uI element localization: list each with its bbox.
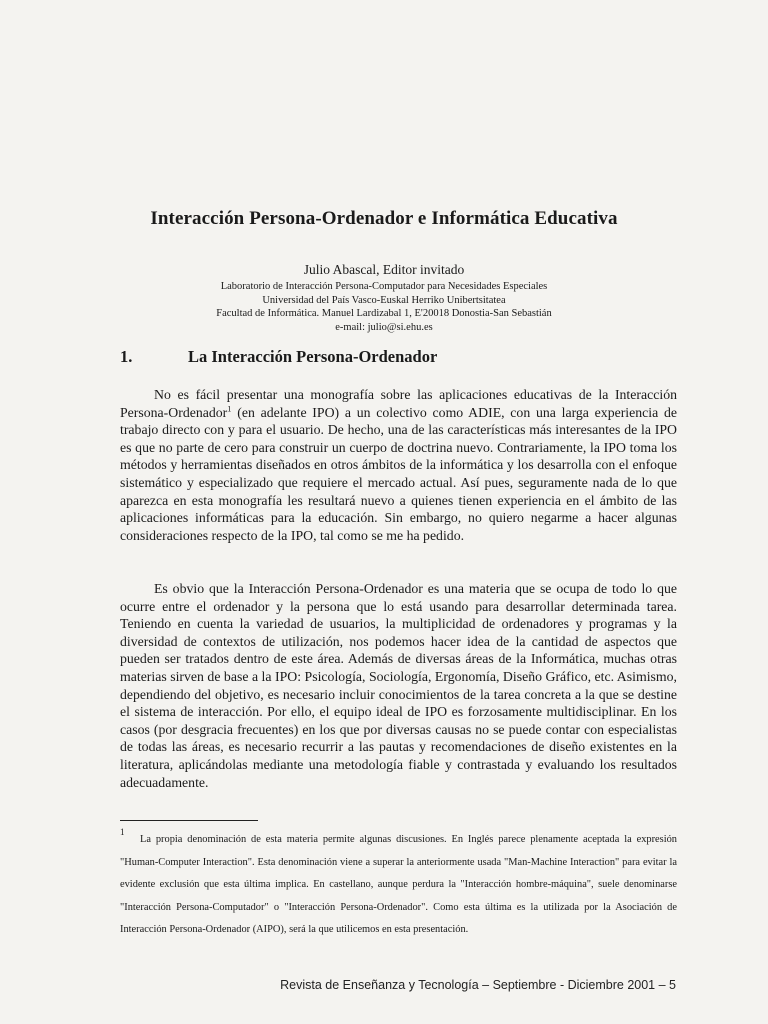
footnote-reference: 1 — [227, 403, 232, 413]
paragraph-1 — [120, 386, 677, 544]
article-title: Interacción Persona-Ordenador e Informática Educativa — [150, 208, 618, 229]
section-title: La Interacción Persona-Ordenador — [188, 347, 438, 366]
page-footer: Revista de Enseñanza y Tecnología – Septiembre - Diciembre 2001 – 5 — [280, 978, 676, 992]
affiliation-email: e-mail: julio@si.ehu.es — [335, 321, 433, 333]
section-heading — [120, 347, 437, 367]
affiliation-university: Universidad del País Vasco-Euskal Herriko Unibertsitatea — [262, 294, 506, 306]
affiliation-block — [0, 280, 768, 334]
footnote-number: 1 — [120, 827, 125, 837]
footnote-divider — [120, 820, 258, 821]
paragraph-1-rest: (en adelante IPO) a un colectivo como ADIE, con una larga experiencia de trabajo directo con y para el usuario. De hecho, una de las características más interesantes de la IPO es que no parte de cero para construir un cuerpo de doctrina nuevo. Contrariamente, la IPO toma los métodos y herramientas diseñados en otros ámbitos de la informática y los desarrolla con el enfoque sistemático y especializado que requiere el mercado actual. Así pues, seguramente nada de lo que aparezca en esta monografía les resultará nuevo a quienes tienen experiencia en el ámbito de las aplicaciones informáticas para la educación. Sin embargo, no quiero negarme a hacer algunas consideraciones respecto de la IPO, tal como se me ha pedido. — [120, 404, 677, 543]
footnote-text: La propia denominación de esta materia permite algunas discusiones. En Inglés parece plenamente aceptada la expresión "Human-Computer Interaction". Esta denominación viene a superar la anteriormente usada "Man-Machine Interaction" para evitar la evidente exclusión que esta última implica. En castellano, aunque perdura la "Interacción hombre-máquina", suele denominarse "Interacción Persona-Computador" o "Interacción Persona-Ordenador". Como esta última es la utilizada por la Asociación de Interacción Persona-Ordenador (AIPO), será la que utilicemos en esta presentación. — [120, 834, 677, 936]
affiliation-address: Facultad de Informática. Manuel Lardizabal 1, E'20018 Donostia-San Sebastián — [216, 308, 552, 319]
author-line: Julio Abascal, Editor invitado — [303, 262, 465, 277]
paragraph-1-start: No es fácil presentar una monografía sobre las aplicaciones educativas de la Interacción Persona-Ordenador — [120, 387, 677, 420]
affiliation-lab: Laboratorio de Interacción Persona-Computador para Necesidades Especiales — [220, 281, 548, 292]
paragraph-2: Es obvio que la Interacción Persona-Ordenador es una materia que se ocupa de todo lo que ocurre entre el ordenador y la persona que lo está usando para desarrollar determinada tarea. Teniendo en cuenta la variedad de usuarios, la multiplicidad de ordenadores y programas y la diversidad de contextos de utilización, nos podemos hacer idea de la cantidad de aspectos que pueden ser tratados dentro de este área. Además de diversas áreas de la Informática, muchas otras materias sirven de base a la IPO: Psicología, Sociología, Ergonomía, Diseño Gráfico, etc. Asimismo, dependiendo del objetivo, es necesario incluir conocimientos de la tarea concreta a la que se destine el sistema de interacción. Por ello, el equipo ideal de IPO es forzosamente multidisciplinar. En los casos (por desgracia frecuentes) en los que por diversas causas no se puede contar con especialistas de todas las áreas, es necesario recurrir a las pautas y recomendaciones de diseño existentes en la literatura, aplicándolas mediante una metodología fiable y contrastada y evaluando los resultados adecuadamente. — [120, 581, 677, 790]
section-number: 1. — [120, 347, 133, 366]
